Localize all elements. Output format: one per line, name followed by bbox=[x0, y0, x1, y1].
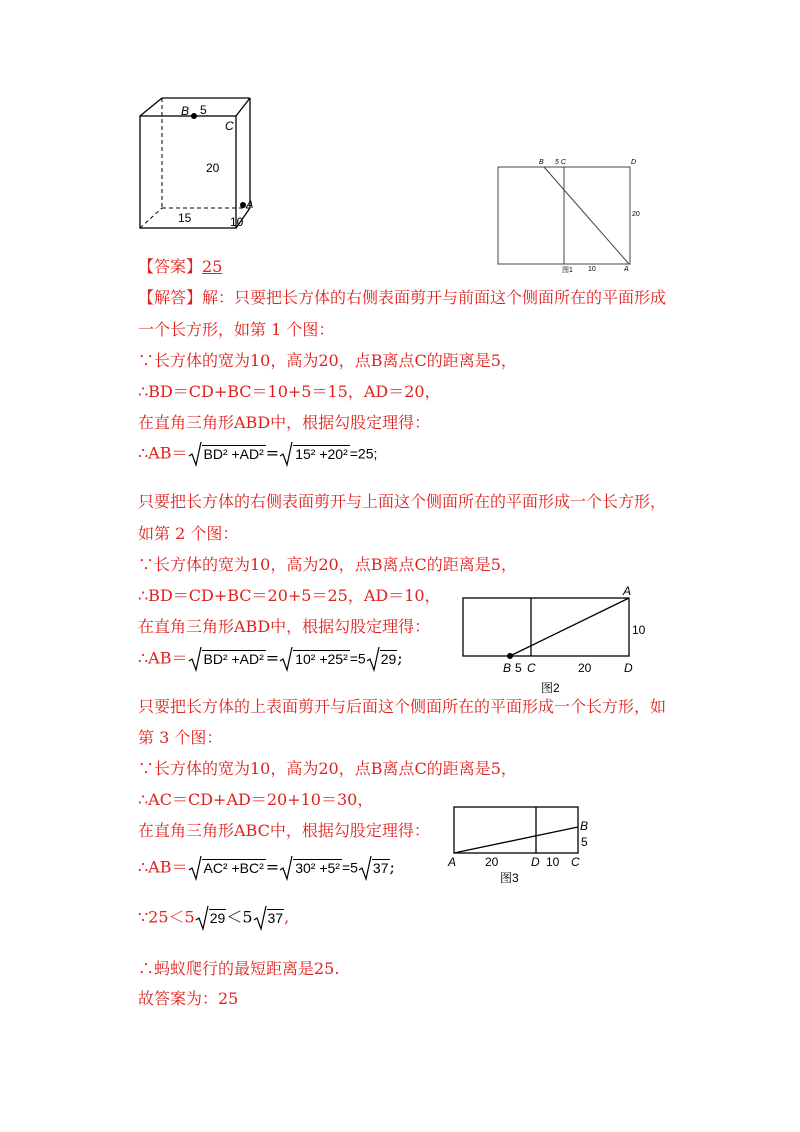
fig3-label-d: D bbox=[531, 855, 540, 869]
sqrt-sign bbox=[195, 905, 209, 931]
conclusion: ∴蚂蚁爬行的最短距离是25. bbox=[138, 959, 340, 978]
case1-expr-a: BD² +AD² bbox=[203, 445, 264, 462]
fig2-label-b: B bbox=[503, 661, 512, 675]
solution-intro-cont: 一个长方形，如第 1 个图： bbox=[138, 320, 335, 339]
fig2-label-5: 5 bbox=[515, 661, 522, 675]
case2-tail: ; bbox=[397, 648, 403, 668]
case2-expr-a: BD² +AD² bbox=[203, 650, 264, 667]
compare-lt: ＜5 bbox=[226, 907, 253, 927]
case3-ab: ∴AB＝ bbox=[138, 857, 188, 877]
fig1-label-b: B bbox=[539, 159, 544, 166]
final-answer: 故答案为：25 bbox=[138, 989, 239, 1008]
fig1-label-5c: 5 C bbox=[555, 159, 566, 166]
cuboid-label-b: B bbox=[181, 104, 190, 118]
compare-rad1: 29 bbox=[209, 909, 226, 926]
case1-result: =25; bbox=[349, 445, 378, 462]
cuboid-figure bbox=[130, 92, 260, 232]
case3-given: ∵长方体的宽为10，高为20，点B离点C的距离是5， bbox=[138, 759, 517, 778]
cuboid-label-20: 20 bbox=[206, 161, 220, 175]
case3-line1: 只要把长方体的上表面剪开与后面这个侧面所在的平面形成一个长方形，如 bbox=[138, 697, 667, 716]
fig1-label-d: D bbox=[631, 159, 637, 166]
figure-3 bbox=[440, 800, 600, 892]
case3-expr-b: 30² +5² bbox=[295, 859, 340, 876]
cuboid-label-5: 5 bbox=[200, 103, 207, 117]
compare-tail: , bbox=[284, 907, 290, 927]
solution-intro bbox=[138, 287, 666, 309]
fig1-caption: 图1 bbox=[562, 267, 573, 274]
fig3-caption: 图3 bbox=[500, 871, 519, 885]
case3-result-pre: =5 bbox=[341, 859, 358, 876]
case2-expr-b: 10² +25² bbox=[295, 650, 348, 667]
cuboid-label-10: 10 bbox=[230, 215, 244, 229]
case1-ab-formula: ∴AB＝ BD² +AD² = 15² +20² =25; bbox=[138, 441, 377, 467]
case3-expr-a: AC² +BC² bbox=[203, 859, 264, 876]
compare-line bbox=[138, 905, 289, 931]
fig3-label-c: C bbox=[571, 855, 580, 869]
fig2-caption: 图2 bbox=[541, 681, 560, 695]
solution-tag: 【解答】 bbox=[138, 288, 203, 307]
fig2-label-a: A bbox=[623, 584, 632, 598]
case1-ab: ∴AB＝ bbox=[138, 443, 188, 463]
sqrt-sign bbox=[279, 646, 293, 672]
fig3-label-5: 5 bbox=[581, 835, 588, 849]
case2-line1: 只要把长方体的右侧表面剪开与上面这个侧面所在的平面形成一个长方形， bbox=[138, 492, 667, 511]
solution-intro-text: 解：只要把长方体的右侧表面剪开与前面这个侧面所在的平面形成 bbox=[202, 288, 667, 307]
sqrt-sign bbox=[188, 855, 202, 881]
fig2-label-10: 10 bbox=[632, 623, 646, 637]
fig1-label-10: 10 bbox=[588, 266, 596, 273]
fig2-label-c: C bbox=[527, 661, 536, 675]
case3-tail: ; bbox=[389, 857, 395, 877]
case2-result-pre: =5 bbox=[349, 650, 366, 667]
sqrt-sign bbox=[279, 441, 293, 467]
sqrt-sign bbox=[188, 441, 202, 467]
case1-calc: ∴BD＝CD+BC＝10+5＝15，AD＝20， bbox=[138, 382, 441, 401]
cuboid-label-15: 15 bbox=[178, 211, 192, 225]
compare-rad2: 37 bbox=[267, 909, 284, 926]
case3-rt: 在直角三角形ABC中，根据勾股定理得： bbox=[138, 821, 430, 840]
sqrt-sign bbox=[279, 855, 293, 881]
cuboid-label-c: C bbox=[225, 119, 234, 133]
case2-ab-formula: ∴AB＝ BD² +AD² = 10² +25² =5 29; bbox=[138, 646, 403, 672]
case3-ab-formula: ∴AB＝ AC² +BC² = 30² +5² =5 37; bbox=[138, 855, 395, 881]
case2-calc: ∴BD＝CD+BC＝20+5＝25，AD＝10， bbox=[138, 586, 441, 605]
fig3-label-10: 10 bbox=[546, 855, 560, 869]
case1-given: ∵长方体的宽为10，高为20，点B离点C的距离是5， bbox=[138, 351, 517, 370]
fig1-label-20: 20 bbox=[632, 211, 640, 218]
sqrt-sign bbox=[366, 646, 380, 672]
case2-given: ∵长方体的宽为10，高为20，点B离点C的距离是5， bbox=[138, 555, 517, 574]
case1-rt: 在直角三角形ABD中，根据勾股定理得： bbox=[138, 413, 431, 432]
fig3-label-a: A bbox=[448, 855, 457, 869]
fig1-label-a: A bbox=[624, 266, 629, 273]
sqrt-sign bbox=[188, 646, 202, 672]
cuboid-label-a: A bbox=[246, 199, 254, 211]
case2-result-rad: 29 bbox=[380, 650, 397, 667]
figure-1 bbox=[492, 154, 652, 276]
case1-expr-b: 15² +20² bbox=[295, 445, 348, 462]
case3-result-rad: 37 bbox=[372, 859, 389, 876]
answer-line bbox=[138, 256, 222, 278]
fig2-label-20: 20 bbox=[578, 661, 592, 675]
case2-ab: ∴AB＝ bbox=[138, 648, 188, 668]
case2-line2: 如第 2 个图： bbox=[138, 524, 239, 543]
case2-rt: 在直角三角形ABD中，根据勾股定理得： bbox=[138, 617, 431, 636]
sqrt-sign bbox=[358, 855, 372, 881]
fig2-label-d: D bbox=[624, 661, 633, 675]
answer-value: 25 bbox=[202, 257, 223, 276]
sqrt-sign bbox=[253, 905, 267, 931]
compare-pre: ∵25＜5 bbox=[138, 907, 195, 927]
figure-2 bbox=[455, 584, 665, 696]
case3-calc: ∴AC＝CD+AD＝20+10＝30， bbox=[138, 790, 374, 809]
fig3-label-20: 20 bbox=[485, 855, 499, 869]
case3-line2: 第 3 个图： bbox=[138, 728, 223, 747]
answer-tag: 【答案】 bbox=[138, 257, 203, 276]
fig3-label-b: B bbox=[580, 819, 589, 833]
